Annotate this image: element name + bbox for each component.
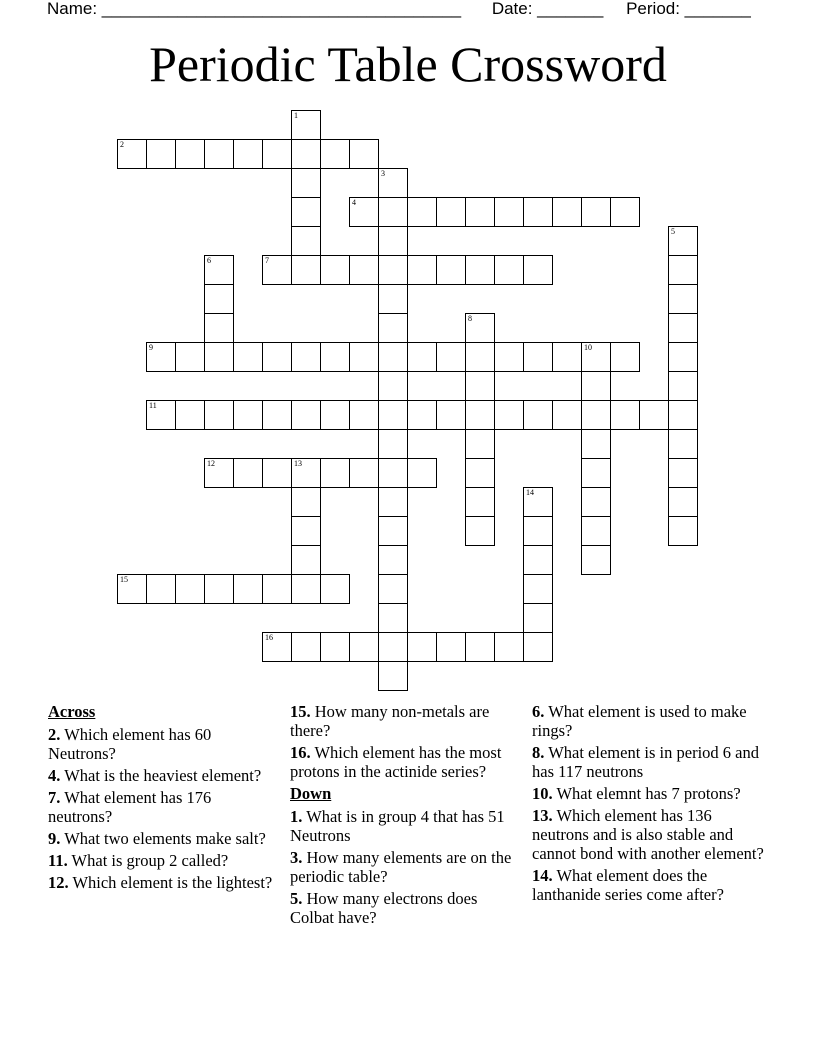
crossword-cell[interactable] (291, 632, 321, 662)
clues-column-3 (532, 702, 772, 907)
crossword-cell[interactable] (465, 197, 495, 227)
crossword-cell[interactable] (436, 197, 466, 227)
clue-down-13: 13. Which element has 136 neutrons and is also stable and cannot bond with another element? (532, 806, 764, 863)
crossword-cell[interactable] (523, 342, 553, 372)
crossword-cell[interactable] (378, 603, 408, 633)
crossword-cell[interactable] (175, 139, 205, 169)
clue-across-2: 2. Which element has 60 Neutrons? (48, 725, 212, 763)
crossword-cell[interactable] (639, 400, 669, 430)
crossword-cell[interactable] (291, 139, 321, 169)
crossword-cell[interactable] (523, 603, 553, 633)
crossword-cell[interactable] (204, 284, 234, 314)
crossword-cell[interactable] (262, 400, 292, 430)
crossword-cell[interactable] (523, 516, 553, 546)
crossword-cell[interactable] (117, 574, 147, 604)
crossword-cell[interactable] (668, 313, 698, 343)
crossword-cell[interactable] (523, 400, 553, 430)
crossword-cell[interactable] (581, 516, 611, 546)
crossword-cell[interactable] (378, 342, 408, 372)
clue-number: 4 (352, 198, 356, 207)
crossword-cell[interactable] (349, 342, 379, 372)
clues-column-1 (48, 702, 273, 895)
clue-across-7: 7. What element has 176 neutrons? (48, 788, 212, 826)
clue-number: 13 (294, 459, 302, 468)
crossword-cell[interactable] (378, 661, 408, 691)
crossword-cell[interactable] (291, 400, 321, 430)
crossword-cell[interactable] (523, 197, 553, 227)
crossword-cell[interactable] (349, 458, 379, 488)
crossword-cell[interactable] (378, 632, 408, 662)
crossword-cell[interactable] (668, 342, 698, 372)
crossword-cell[interactable] (349, 139, 379, 169)
crossword-cell[interactable] (581, 545, 611, 575)
clue-down-1: 1. What is in group 4 that has 51 Neutrons (290, 807, 505, 845)
crossword-cell[interactable] (233, 574, 263, 604)
crossword-cell[interactable] (146, 342, 176, 372)
crossword-cell[interactable] (291, 545, 321, 575)
crossword-cell[interactable] (465, 429, 495, 459)
crossword-cell[interactable] (146, 574, 176, 604)
crossword-cell[interactable] (378, 458, 408, 488)
crossword-cell[interactable] (320, 139, 350, 169)
clue-number: 5 (671, 227, 675, 236)
crossword-cell[interactable] (233, 400, 263, 430)
clue-down-14: 14. What element does the lanthanide series come after? (532, 866, 724, 904)
crossword-cell[interactable] (581, 487, 611, 517)
crossword-cell[interactable] (407, 400, 437, 430)
crossword-cell[interactable] (494, 197, 524, 227)
crossword-cell[interactable] (581, 429, 611, 459)
crossword-cell[interactable] (378, 371, 408, 401)
crossword-cell[interactable] (378, 400, 408, 430)
clue-across-11: 11. What is group 2 called? (48, 851, 229, 870)
clue-number: 10 (584, 343, 592, 352)
period-field[interactable]: Period: _______ (626, 0, 751, 18)
crossword-cell[interactable] (291, 255, 321, 285)
crossword-cell[interactable] (581, 371, 611, 401)
clue-number: 7 (265, 256, 269, 265)
crossword-cell[interactable] (668, 429, 698, 459)
crossword-cell[interactable] (436, 632, 466, 662)
crossword-cell[interactable] (581, 400, 611, 430)
crossword-cell[interactable] (262, 574, 292, 604)
clue-across-4: 4. What is the heaviest element? (48, 766, 262, 785)
crossword-cell[interactable] (610, 197, 640, 227)
crossword-cell[interactable] (204, 342, 234, 372)
clue-number: 14 (526, 488, 534, 497)
crossword-cell[interactable] (465, 516, 495, 546)
crossword-cell[interactable] (175, 400, 205, 430)
crossword-cell[interactable] (204, 139, 234, 169)
crossword-cell[interactable] (320, 574, 350, 604)
crossword-cell[interactable] (291, 458, 321, 488)
clue-number: 15 (120, 575, 128, 584)
clue-number: 3 (381, 169, 385, 178)
page-title: Periodic Table Crossword (149, 36, 667, 92)
crossword-cell[interactable] (668, 516, 698, 546)
crossword-cell[interactable] (523, 487, 553, 517)
clue-down-3: 3. How many elements are on the periodic table? (290, 848, 512, 886)
crossword-cell[interactable] (465, 458, 495, 488)
clue-number: 16 (265, 633, 273, 642)
crossword-cell[interactable] (407, 197, 437, 227)
crossword-cell[interactable] (349, 255, 379, 285)
crossword-cell[interactable] (262, 342, 292, 372)
clue-down-6: 6. What element is used to make rings? (532, 702, 747, 740)
crossword-cell[interactable] (262, 255, 292, 285)
crossword-cell[interactable] (146, 400, 176, 430)
crossword-cell[interactable] (320, 632, 350, 662)
crossword-cell[interactable] (465, 255, 495, 285)
crossword-cell[interactable] (407, 632, 437, 662)
crossword-cell[interactable] (320, 458, 350, 488)
crossword-cell[interactable] (465, 400, 495, 430)
crossword-cell[interactable] (204, 313, 234, 343)
clue-number: 12 (207, 459, 215, 468)
clue-number: 2 (120, 140, 124, 149)
crossword-cell[interactable] (378, 255, 408, 285)
crossword-cell[interactable] (668, 458, 698, 488)
crossword-cell[interactable] (204, 400, 234, 430)
crossword-cell[interactable] (494, 255, 524, 285)
crossword-cell[interactable] (291, 197, 321, 227)
crossword-cell[interactable] (465, 313, 495, 343)
crossword-cell[interactable] (465, 342, 495, 372)
crossword-cell[interactable] (465, 632, 495, 662)
crossword-cell[interactable] (668, 284, 698, 314)
crossword-cell[interactable] (523, 574, 553, 604)
crossword-cell[interactable] (668, 226, 698, 256)
crossword-cell[interactable] (320, 400, 350, 430)
crossword-cell[interactable] (581, 197, 611, 227)
crossword-cell[interactable] (233, 139, 263, 169)
clue-across-12: 12. Which element is the lightest? (48, 873, 273, 892)
crossword-cell[interactable] (378, 487, 408, 517)
crossword-cell[interactable] (378, 226, 408, 256)
crossword-cell[interactable] (204, 458, 234, 488)
crossword-cell[interactable] (349, 632, 379, 662)
crossword-cell[interactable] (436, 400, 466, 430)
crossword-cell[interactable] (291, 574, 321, 604)
crossword-cell[interactable] (320, 255, 350, 285)
across-heading: Across (48, 702, 96, 721)
crossword-cell[interactable] (523, 632, 553, 662)
crossword-cell[interactable] (494, 400, 524, 430)
crossword-cell[interactable] (668, 371, 698, 401)
crossword-cell[interactable] (291, 342, 321, 372)
date-field[interactable]: Date: _______ (491, 0, 604, 18)
crossword-cell[interactable] (291, 516, 321, 546)
crossword-cell[interactable] (610, 342, 640, 372)
crossword-cell[interactable] (233, 458, 263, 488)
crossword-cell[interactable] (378, 313, 408, 343)
crossword-cell[interactable] (349, 197, 379, 227)
crossword-cell[interactable] (668, 487, 698, 517)
crossword-cell[interactable] (349, 400, 379, 430)
clue-across-9: 9. What two elements make salt? (48, 829, 266, 848)
crossword-cell[interactable] (378, 284, 408, 314)
crossword-cell[interactable] (465, 487, 495, 517)
crossword-cell[interactable] (262, 139, 292, 169)
down-heading: Down (290, 784, 332, 803)
crossword-cell[interactable] (581, 458, 611, 488)
crossword-cell[interactable] (465, 371, 495, 401)
crossword-cell[interactable] (378, 197, 408, 227)
crossword-cell[interactable] (291, 226, 321, 256)
crossword-cell[interactable] (117, 139, 147, 169)
crossword-cell[interactable] (407, 458, 437, 488)
crossword-cell[interactable] (436, 342, 466, 372)
crossword-cell[interactable] (494, 342, 524, 372)
crossword-cell[interactable] (204, 255, 234, 285)
crossword-cell[interactable] (552, 197, 582, 227)
crossword-cell[interactable] (262, 632, 292, 662)
crossword-cell[interactable] (146, 139, 176, 169)
crossword-cell[interactable] (233, 342, 263, 372)
clue-number: 6 (207, 256, 211, 265)
clue-number: 11 (149, 401, 157, 410)
crossword-cell[interactable] (494, 632, 524, 662)
crossword-cell[interactable] (175, 342, 205, 372)
crossword-cell[interactable] (291, 168, 321, 198)
clue-down-5: 5. How many electrons does Colbat have? (290, 889, 478, 927)
crossword-cell[interactable] (407, 342, 437, 372)
crossword-cell[interactable] (552, 342, 582, 372)
clue-number: 8 (468, 314, 472, 323)
crossword-cell[interactable] (668, 400, 698, 430)
clue-across-16: 16. Which element has the most protons in the actinide series? (290, 743, 502, 781)
crossword-cell[interactable] (175, 574, 205, 604)
crossword-cell[interactable] (378, 574, 408, 604)
crossword-cell[interactable] (407, 255, 437, 285)
clues-column-2 (290, 702, 515, 930)
student-info-header (47, 0, 787, 20)
name-field[interactable]: Name: ______________________________________ (47, 0, 462, 18)
crossword-cell[interactable] (668, 255, 698, 285)
clue-down-10: 10. What elemnt has 7 protons? (532, 784, 741, 803)
clue-number: 9 (149, 343, 153, 352)
crossword-cell[interactable] (291, 110, 321, 140)
clue-down-8: 8. What element is in period 6 and has 117 neutrons (532, 743, 759, 781)
crossword-cell[interactable] (581, 342, 611, 372)
crossword-cell[interactable] (262, 458, 292, 488)
crossword-cell[interactable] (610, 400, 640, 430)
crossword-cell[interactable] (291, 487, 321, 517)
crossword-cell[interactable] (320, 342, 350, 372)
clue-number: 1 (294, 111, 298, 120)
crossword-cell[interactable] (523, 255, 553, 285)
crossword-cell[interactable] (378, 168, 408, 198)
crossword-cell[interactable] (204, 574, 234, 604)
crossword-cell[interactable] (436, 255, 466, 285)
crossword-cell[interactable] (523, 545, 553, 575)
crossword-cell[interactable] (378, 516, 408, 546)
crossword-cell[interactable] (552, 400, 582, 430)
clue-across-15: 15. How many non-metals are there? (290, 702, 490, 740)
crossword-cell[interactable] (378, 545, 408, 575)
crossword-cell[interactable] (378, 429, 408, 459)
